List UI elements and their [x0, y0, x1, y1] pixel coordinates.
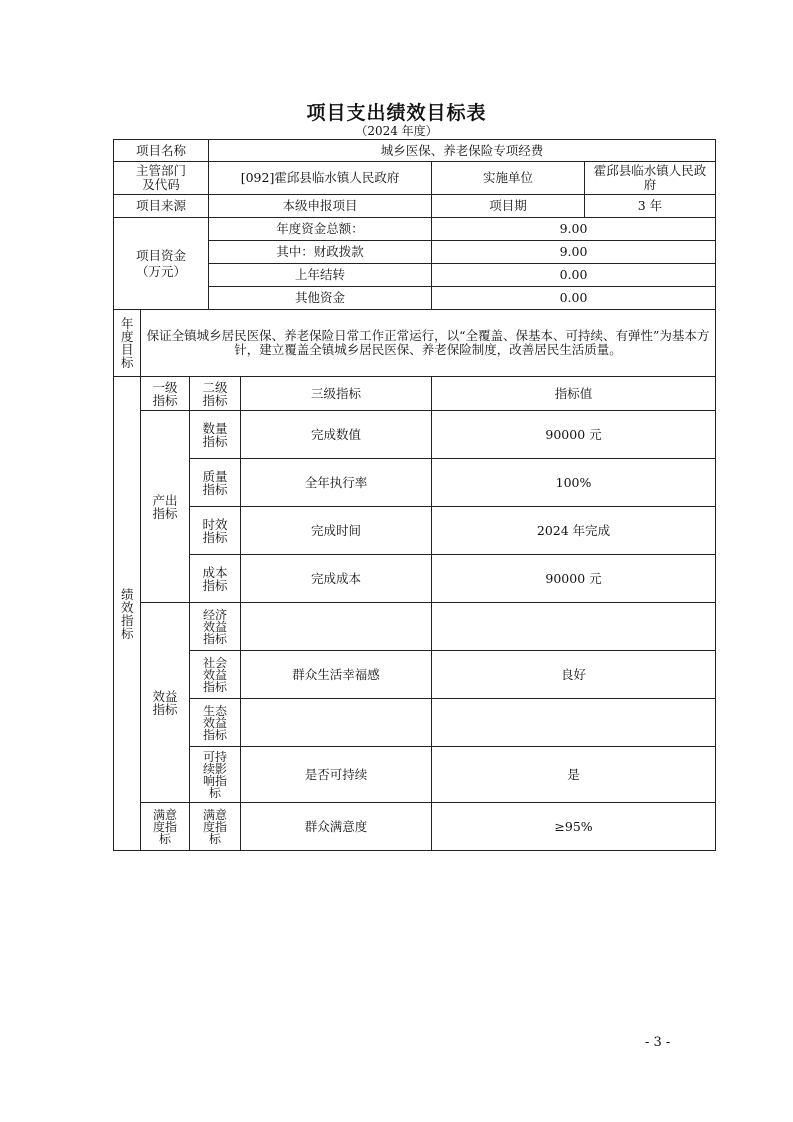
table-row	[114, 310, 716, 377]
benefit-value-sustainable: 是	[432, 747, 716, 803]
funds-other-value: 0.00	[432, 287, 716, 310]
page-number: - 3 -	[645, 1035, 671, 1050]
level1-header: 一级指标	[152, 379, 178, 408]
funds-label: 项目资金（万元）	[135, 247, 186, 279]
benefit-sub-social: 社会效益指标	[202, 655, 227, 694]
level2-header: 二级指标	[202, 379, 228, 408]
table-row	[114, 555, 716, 603]
benefit-label: 效益指标	[152, 688, 178, 717]
level3-header: 三级指标	[241, 377, 432, 411]
funds-carryover-value: 0.00	[432, 264, 716, 287]
table-row	[114, 603, 716, 651]
output-value-cost: 90000 元	[432, 555, 716, 603]
perf-label: 绩效指标	[121, 586, 134, 641]
funds-fiscal-value: 9.00	[432, 241, 716, 264]
table-row	[114, 459, 716, 507]
dept-label: 主管部门及代码	[135, 163, 186, 192]
benefit-name-social: 群众生活幸福感	[241, 651, 432, 699]
table-row	[114, 651, 716, 699]
benefit-name-ecological	[241, 699, 432, 747]
page-title: 项目支出绩效目标表	[306, 102, 487, 124]
performance-table	[113, 139, 716, 851]
funds-total-label: 年度资金总额：	[209, 218, 432, 241]
table-row	[114, 140, 716, 162]
period-label: 项目期	[432, 195, 585, 218]
output-sub-quantity: 数量指标	[202, 420, 228, 449]
project-name-value: 城乡医保、养老保险专项经费	[209, 140, 716, 162]
benefit-sub-sustainable: 可持续影响指标	[202, 749, 227, 800]
output-name-timeliness: 完成时间	[241, 507, 432, 555]
output-value-quantity: 90000 元	[432, 411, 716, 459]
satisfaction-label: 满意度指标	[152, 807, 177, 846]
page-subtitle: （2024 年度）	[355, 124, 438, 138]
table-row	[114, 411, 716, 459]
table-row	[114, 162, 716, 195]
impl-unit-value: 霍邱县临水镇人民政府	[585, 162, 716, 195]
benefit-name-economic	[241, 603, 432, 651]
benefit-sub-economic: 经济效益指标	[202, 607, 227, 646]
table-row	[114, 699, 716, 747]
output-label: 产出指标	[152, 492, 178, 521]
benefit-value-social: 良好	[432, 651, 716, 699]
table-row	[114, 195, 716, 218]
annual-goal-text: 保证全镇城乡居民医保、养老保险日常工作正常运行，以“全覆盖、保基本、可持续、有弹性”为基本方针，建立覆盖全镇城乡居民医保、养老保险制度，改善居民生活质量。	[141, 310, 716, 377]
table-row	[114, 377, 716, 411]
value-header: 指标值	[432, 377, 716, 411]
funds-fiscal-label: 其中：财政拨款	[209, 241, 432, 264]
benefit-name-sustainable: 是否可持续	[241, 747, 432, 803]
impl-unit-label: 实施单位	[432, 162, 585, 195]
output-name-quantity: 完成数值	[241, 411, 432, 459]
project-name-label: 项目名称	[114, 140, 209, 162]
funds-other-label: 其他资金	[209, 287, 432, 310]
output-sub-quality: 质量指标	[202, 468, 228, 497]
funds-total-value: 9.00	[432, 218, 716, 241]
table-row	[114, 803, 716, 851]
output-name-cost: 完成成本	[241, 555, 432, 603]
table-row	[114, 218, 716, 241]
dept-value: [092]霍邱县临水镇人民政府	[209, 162, 432, 195]
output-value-quality: 100%	[432, 459, 716, 507]
satisfaction-value: ≥95%	[432, 803, 716, 851]
table-row	[114, 507, 716, 555]
output-name-quality: 全年执行率	[241, 459, 432, 507]
benefit-sub-ecological: 生态效益指标	[202, 703, 227, 742]
satisfaction-sub: 满意度指标	[202, 807, 227, 846]
source-label: 项目来源	[114, 195, 209, 218]
period-value: 3 年	[585, 195, 716, 218]
satisfaction-name: 群众满意度	[241, 803, 432, 851]
annual-goal-label: 年度目标	[121, 316, 134, 370]
source-value: 本级申报项目	[209, 195, 432, 218]
output-sub-timeliness: 时效指标	[202, 516, 228, 545]
benefit-value-ecological	[432, 699, 716, 747]
funds-carryover-label: 上年结转	[209, 264, 432, 287]
table-row	[114, 747, 716, 803]
output-sub-cost: 成本指标	[202, 564, 228, 593]
benefit-value-economic	[432, 603, 716, 651]
output-value-timeliness: 2024 年完成	[432, 507, 716, 555]
